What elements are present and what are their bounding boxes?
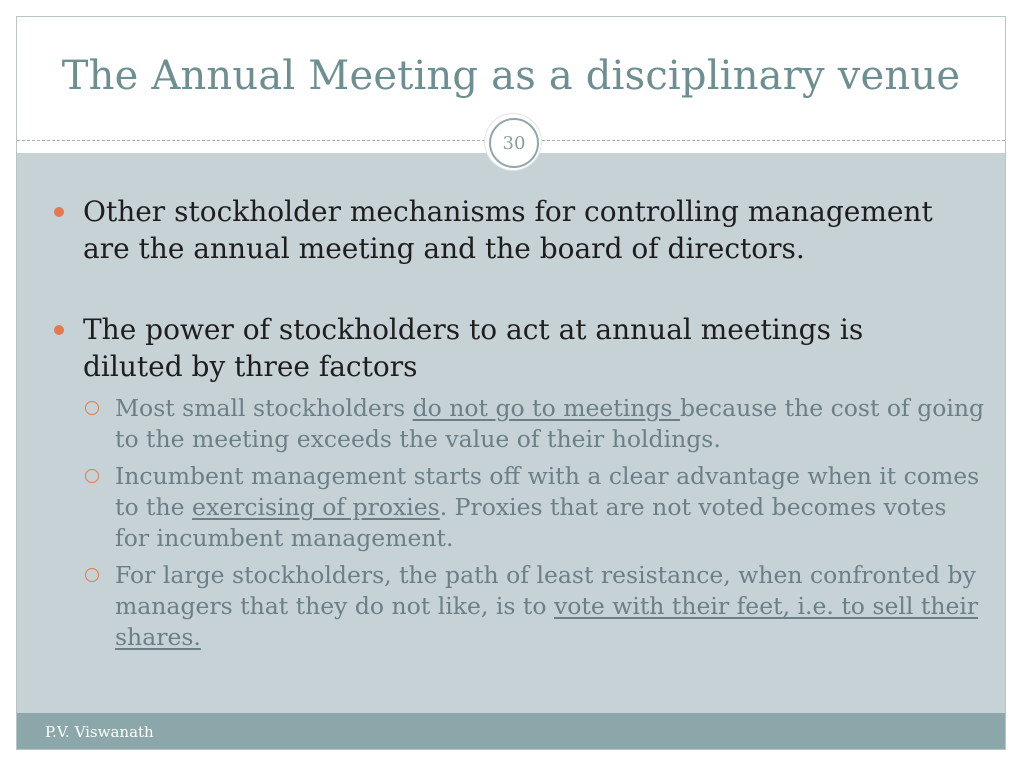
- sub-bullet-link[interactable]: exercising of proxies: [192, 493, 440, 521]
- sub-bullet-text: . Proxies that are not voted becomes votes for incumbent management.: [115, 493, 947, 552]
- bullet-item: [83, 193, 933, 267]
- bullet-dot-icon: [54, 207, 64, 217]
- page-number: 30: [489, 118, 539, 168]
- footer-bar: [17, 713, 1005, 749]
- bullet-dot-icon: [54, 325, 64, 335]
- sub-bullet-text: because the cost of going to the meeting exceeds the value of their holdings.: [115, 394, 985, 453]
- sub-bullet-link[interactable]: vote with their feet, i.e. to sell their shares.: [115, 592, 979, 651]
- sub-bullet-text: Incumbent management starts off with a clear advantage when it comes to the: [115, 462, 980, 521]
- sub-bullet-text: Most small stockholders: [115, 394, 413, 422]
- slide-title: The Annual Meeting as a disciplinary venue: [61, 53, 961, 99]
- sub-bullet-text: For large stockholders, the path of least resistance, when confronted by managers that they do not like, is to: [115, 561, 976, 620]
- sub-bullet-link[interactable]: do not go to meetings: [412, 394, 680, 422]
- sub-bullet-ring-icon: [85, 469, 99, 483]
- bullet-text: The power of stockholders to act at annual meetings is diluted by three factors: [83, 313, 864, 383]
- sub-bullet-ring-icon: [85, 401, 99, 415]
- slide: [16, 16, 1006, 750]
- sub-bullet-item: [115, 393, 985, 455]
- bullet-item: [83, 311, 933, 385]
- sub-bullet-ring-icon: [85, 568, 99, 582]
- sub-bullet-item: [115, 560, 985, 653]
- bullet-text: Other stockholder mechanisms for controlling management are the annual meeting and the board of directors.: [83, 195, 933, 265]
- footer-author: P.V. Viswanath: [45, 723, 154, 741]
- page-number-badge: [485, 114, 541, 170]
- sub-bullet-item: [115, 461, 985, 554]
